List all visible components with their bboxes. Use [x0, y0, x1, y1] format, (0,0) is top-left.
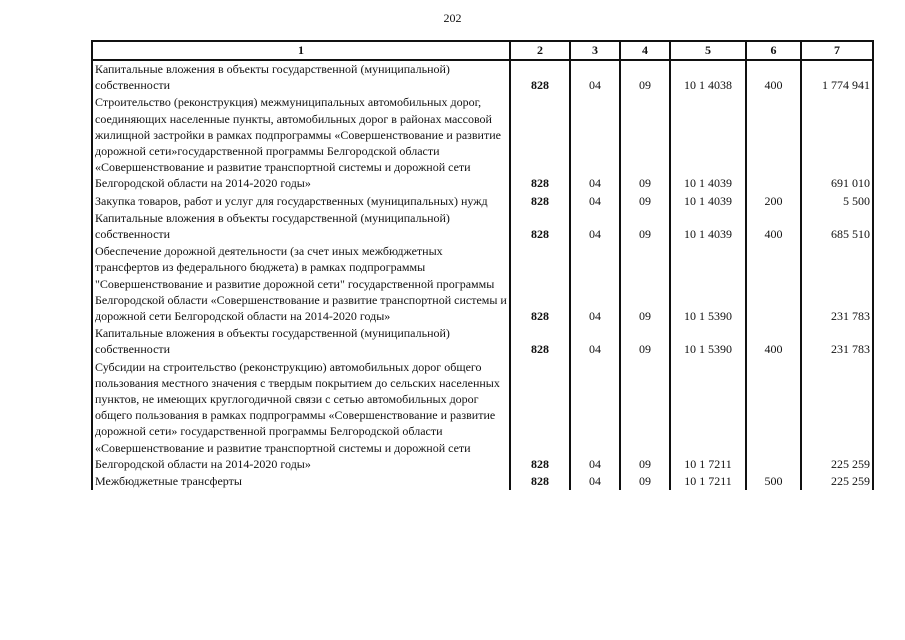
row-grbs-code: 828: [510, 94, 570, 192]
row-subsection-code: 09: [620, 473, 670, 490]
table-row: [92, 193, 873, 210]
row-target-article: 10 1 5390: [670, 325, 746, 358]
row-grbs-code: 828: [510, 473, 570, 490]
table-row: [92, 210, 873, 243]
row-expense-type: 400: [746, 325, 801, 358]
row-grbs-code: 828: [510, 60, 570, 94]
row-description: Капитальные вложения в объекты государственной (муниципальной) собственности: [92, 325, 510, 358]
row-section-code: 04: [570, 243, 620, 325]
row-target-article: 10 1 4038: [670, 60, 746, 94]
row-section-code: 04: [570, 60, 620, 94]
table-body: [92, 60, 873, 490]
column-header-7: 7: [801, 41, 873, 60]
row-grbs-code: 828: [510, 193, 570, 210]
row-description: Строительство (реконструкция) межмуниципальных автомобильных дорог, соединяющих населенные пункты, автомобильных дорог в районах массовой жилищной застройки в рамках подпрограммы «Совершенствование и развитие дорожной сети»государственной программы Белгородской области «Совершенствование и развитие транспортной системы и дорожной сети Белгородской области на 2014-2020 годы»: [92, 94, 510, 192]
row-expense-type: 400: [746, 60, 801, 94]
column-header-2: 2: [510, 41, 570, 60]
row-expense-type: 200: [746, 193, 801, 210]
page-number: 202: [443, 11, 462, 25]
row-grbs-code: 828: [510, 359, 570, 473]
column-header-1: 1: [92, 41, 510, 60]
row-description: Закупка товаров, работ и услуг для государственных (муниципальных) нужд: [92, 193, 510, 210]
row-subsection-code: 09: [620, 359, 670, 473]
row-subsection-code: 09: [620, 210, 670, 243]
row-subsection-code: 09: [620, 325, 670, 358]
row-expense-type: [746, 94, 801, 192]
table-row: [92, 325, 873, 358]
row-target-article: 10 1 7211: [670, 359, 746, 473]
row-expense-type: 500: [746, 473, 801, 490]
row-target-article: 10 1 4039: [670, 193, 746, 210]
table-row: [92, 243, 873, 325]
row-description: Обеспечение дорожной деятельности (за счет иных межбюджетных трансфертов из федерального бюджета) в рамках подпрограммы "Совершенствование и развитие дорожной сети" государственной программы Белгородской области «Совершенствование и развитие транспортной системы и дорожной сети Белгородской области на 2014-2020 годы»: [92, 243, 510, 325]
row-amount: 225 259: [801, 359, 873, 473]
table-row: [92, 359, 873, 473]
row-section-code: 04: [570, 193, 620, 210]
row-target-article: 10 1 4039: [670, 210, 746, 243]
row-description: Капитальные вложения в объекты государственной (муниципальной) собственности: [92, 210, 510, 243]
table-row: [92, 94, 873, 192]
column-header-5: 5: [670, 41, 746, 60]
row-description: Капитальные вложения в объекты государственной (муниципальной) собственности: [92, 60, 510, 94]
budget-table: [91, 40, 874, 490]
row-amount: 1 774 941: [801, 60, 873, 94]
row-amount: 691 010: [801, 94, 873, 192]
row-amount: 685 510: [801, 210, 873, 243]
row-amount: 225 259: [801, 473, 873, 490]
row-amount: 231 783: [801, 325, 873, 358]
row-section-code: 04: [570, 94, 620, 192]
row-section-code: 04: [570, 210, 620, 243]
row-section-code: 04: [570, 473, 620, 490]
row-subsection-code: 09: [620, 193, 670, 210]
row-amount: 231 783: [801, 243, 873, 325]
row-target-article: 10 1 4039: [670, 94, 746, 192]
row-grbs-code: 828: [510, 325, 570, 358]
row-expense-type: [746, 243, 801, 325]
table-row: [92, 473, 873, 490]
row-grbs-code: 828: [510, 210, 570, 243]
row-subsection-code: 09: [620, 94, 670, 192]
row-amount: 5 500: [801, 193, 873, 210]
row-section-code: 04: [570, 359, 620, 473]
column-header-6: 6: [746, 41, 801, 60]
row-grbs-code: 828: [510, 243, 570, 325]
row-expense-type: [746, 359, 801, 473]
table-row: [92, 60, 873, 94]
column-header-4: 4: [620, 41, 670, 60]
row-subsection-code: 09: [620, 243, 670, 325]
row-expense-type: 400: [746, 210, 801, 243]
row-section-code: 04: [570, 325, 620, 358]
row-description: Межбюджетные трансферты: [92, 473, 510, 490]
row-subsection-code: 09: [620, 60, 670, 94]
row-target-article: 10 1 5390: [670, 243, 746, 325]
row-description: Субсидии на строительство (реконструкцию) автомобильных дорог общего пользования местного значения с твердым покрытием до сельских населенных пунктов, не имеющих круглогодичной связи с сетью автомобильных дорог общего пользования в рамках подпрограммы «Совершенствование и развитие дорожной сети» государственной программы Белгородской области «Совершенствование и развитие транспортной системы и дорожной сети Белгородской области на 2014-2020 годы»: [92, 359, 510, 473]
table-header-row: [92, 41, 873, 60]
row-target-article: 10 1 7211: [670, 473, 746, 490]
column-header-3: 3: [570, 41, 620, 60]
